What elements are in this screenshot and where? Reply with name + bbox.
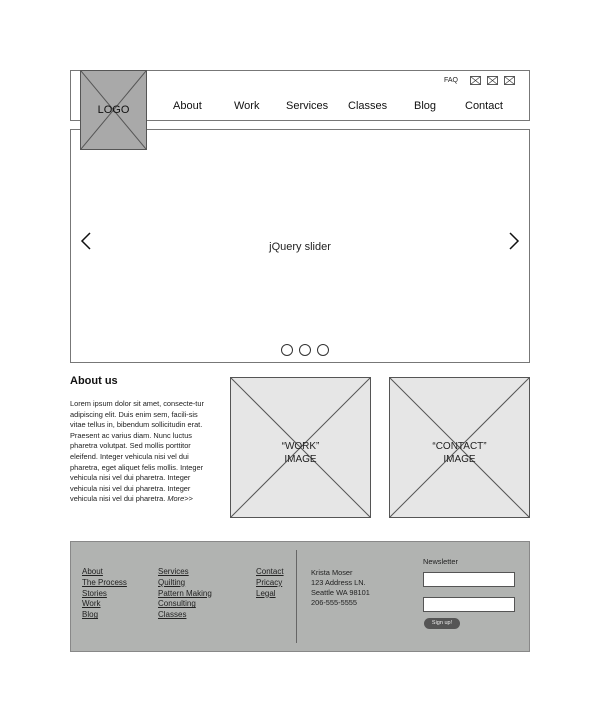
- main-nav: [161, 100, 527, 114]
- footer-link-legal[interactable]: Legal: [256, 588, 276, 598]
- nav-about[interactable]: About: [173, 100, 202, 112]
- more-link[interactable]: More>>: [167, 494, 193, 504]
- work-image-label: [231, 440, 370, 466]
- image-slider: [70, 129, 530, 363]
- newsletter-email-input[interactable]: [423, 597, 515, 612]
- work-image-label-line2: IMAGE: [284, 454, 317, 465]
- footer-link-quilting[interactable]: Quilting: [158, 577, 186, 587]
- footer-link-stories[interactable]: Stories: [82, 588, 107, 598]
- address-city: Seattle WA 98101: [311, 588, 370, 597]
- slider-dot[interactable]: [317, 344, 329, 356]
- about-paragraph: Lorem ipsum dolor sit amet, consecte-tur adipiscing elit. Duis enim sem, facili-sis vitae tellus in, bibendum sollicitudin erat. Praesent ac varius diam. Nunc luctus pharetra volutpat. Sed mollis porttitor eleifend. Integer vehicula nisi vel dui pharetra, eget aliquet felis mollis. Integer vehicula nisi vel dui pharetra. Integer vehicula nisi vel dui pharetra. Integer vehicula nisi vel dui pharetra.: [70, 399, 204, 504]
- social-icon-placeholder[interactable]: [470, 76, 481, 85]
- nav-services[interactable]: Services: [286, 100, 329, 112]
- slider-dots: [281, 344, 335, 356]
- social-icon-placeholder[interactable]: [487, 76, 498, 85]
- work-image-label-line1: “WORK”: [281, 441, 320, 452]
- nav-work[interactable]: Work: [234, 100, 260, 112]
- nav-blog[interactable]: Blog: [414, 100, 437, 112]
- footer-link-work[interactable]: Work: [82, 599, 101, 609]
- footer-links-main: [82, 567, 127, 621]
- footer-link-services[interactable]: Services: [158, 567, 189, 576]
- address-street: 123 Address LN.: [311, 578, 366, 587]
- slider-label: jQuery slider: [269, 241, 331, 253]
- footer-link-the-process[interactable]: The Process: [82, 577, 127, 587]
- footer-link-privacy[interactable]: Pricacy: [256, 577, 283, 587]
- newsletter-title: Newsletter: [423, 557, 458, 566]
- footer-link-about[interactable]: About: [82, 567, 103, 576]
- nav-classes[interactable]: Classes: [348, 100, 388, 112]
- footer-divider: [296, 550, 297, 643]
- site-footer: [70, 541, 530, 652]
- faq-link[interactable]: FAQ: [443, 76, 458, 84]
- slider-dot[interactable]: [281, 344, 293, 356]
- footer-link-classes[interactable]: Classes: [158, 610, 187, 620]
- about-title: About us: [70, 375, 118, 387]
- contact-image-label: [390, 440, 529, 466]
- site-header: [70, 70, 530, 121]
- footer-link-blog[interactable]: Blog: [82, 610, 99, 620]
- logo-text: LOGO: [97, 104, 130, 116]
- address-phone: 206-555-5555: [311, 598, 358, 607]
- work-image[interactable]: [230, 377, 371, 518]
- address-name: Krista Moser: [311, 568, 353, 577]
- contact-image-label-line1: “CONTACT”: [432, 441, 487, 452]
- about-body: [70, 399, 212, 505]
- footer-link-pattern-making[interactable]: Pattern Making: [158, 588, 212, 598]
- social-icon-placeholder[interactable]: [504, 76, 515, 85]
- nav-contact[interactable]: Contact: [465, 100, 503, 112]
- footer-link-consulting[interactable]: Consulting: [158, 599, 196, 609]
- utility-bar: [444, 74, 515, 86]
- contact-image[interactable]: [389, 377, 530, 518]
- contact-image-label-line2: IMAGE: [443, 454, 476, 465]
- signup-button[interactable]: Sign up!: [424, 618, 460, 629]
- logo[interactable]: [80, 70, 147, 150]
- footer-links-services: [158, 567, 212, 621]
- footer-link-contact[interactable]: Contact: [256, 567, 284, 576]
- newsletter-name-input[interactable]: [423, 572, 515, 587]
- footer-address: [311, 568, 370, 608]
- chevron-right-icon[interactable]: [508, 232, 520, 250]
- slider-dot[interactable]: [299, 344, 311, 356]
- footer-links-legal: [256, 567, 284, 599]
